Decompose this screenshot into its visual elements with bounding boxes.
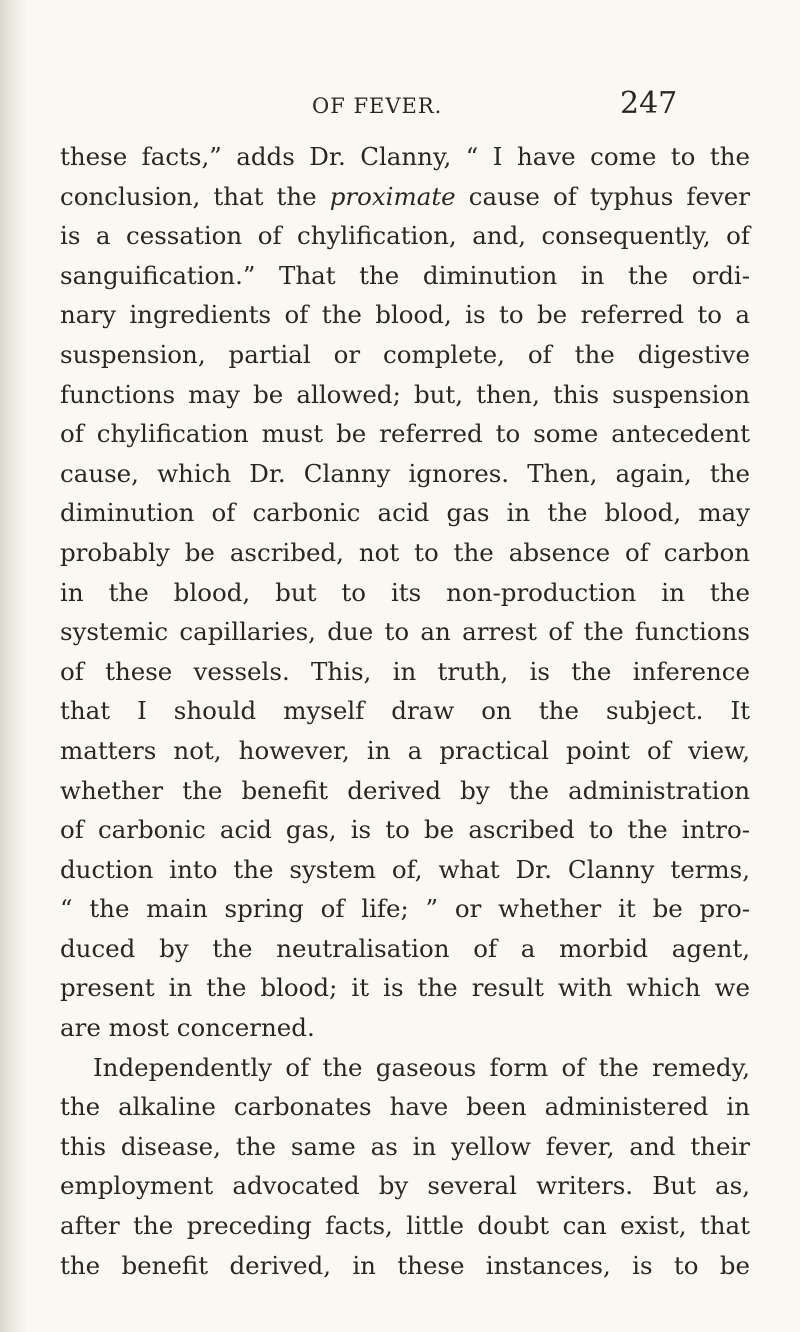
text-line: of chylification must be referred to some antecedent [60, 419, 750, 449]
text-line: these facts,” adds Dr. Clanny, “ I have come to the [60, 142, 750, 171]
text-line: whether the benefit derived by the administration [60, 775, 750, 805]
emphasized-word: proximate [329, 181, 456, 211]
text-line: diminution of carbonic acid gas in the blood, may [60, 498, 750, 528]
text-line: nary ingredients of the blood, is to be referred to a [60, 300, 750, 330]
text-line: probably be ascribed, not to the absence of carbon [60, 537, 750, 567]
text-run: conclusion, that the [60, 181, 317, 211]
text-line: matters not, however, in a practical point of view, [60, 735, 750, 765]
text-line: of these vessels. This, in truth, is the inference [60, 656, 750, 686]
text-line: duced by the neutralisation of a morbid agent, [60, 933, 750, 963]
text-line: cause, which Dr. Clanny ignores. Then, again, the [60, 458, 750, 488]
text-line: the alkaline carbonates have been administered in [60, 1092, 750, 1122]
text-line: Independently of the gaseous form of the remedy, [93, 1052, 750, 1082]
text-run: cause of typhus fever [468, 181, 751, 211]
text-line: functions may be allowed; but, then, this suspension [60, 379, 750, 409]
body-text [60, 137, 750, 1285]
text-line: “ the main spring of life; ” or whether it be pro- [60, 894, 750, 924]
page-number: 247 [620, 86, 678, 121]
text-line: after the preceding facts, little doubt can exist, that [60, 1211, 750, 1241]
text-line: suspension, partial or complete, of the digestive [60, 339, 750, 369]
text-line: the benefit derived, in these instances, is to be [60, 1250, 750, 1280]
text-line: sanguification.” That the diminution in the ordi- [60, 260, 750, 290]
running-head: OF FEVER. [312, 94, 443, 118]
text-line: in the blood, but to its non-production in the [60, 577, 750, 607]
text-line: systemic capillaries, due to an arrest of the functions [60, 617, 750, 647]
text-line [60, 177, 750, 217]
text-line: of carbonic acid gas, is to be ascribed to the intro- [60, 815, 750, 845]
text-line: that I should myself draw on the subject. It [60, 696, 750, 726]
page-header [0, 88, 800, 134]
text-line: employment advocated by several writers. But as, [60, 1171, 750, 1201]
text-line: present in the blood; it is the result with which we [60, 973, 750, 1003]
text-line: duction into the system of, what Dr. Clanny terms, [60, 854, 750, 884]
text-line: this disease, the same as in yellow fever, and their [60, 1131, 750, 1161]
page-gutter-shadow [0, 0, 26, 1332]
text-line: are most concerned. [60, 1013, 315, 1043]
text-line: is a cessation of chylification, and, consequently, of [60, 221, 750, 251]
